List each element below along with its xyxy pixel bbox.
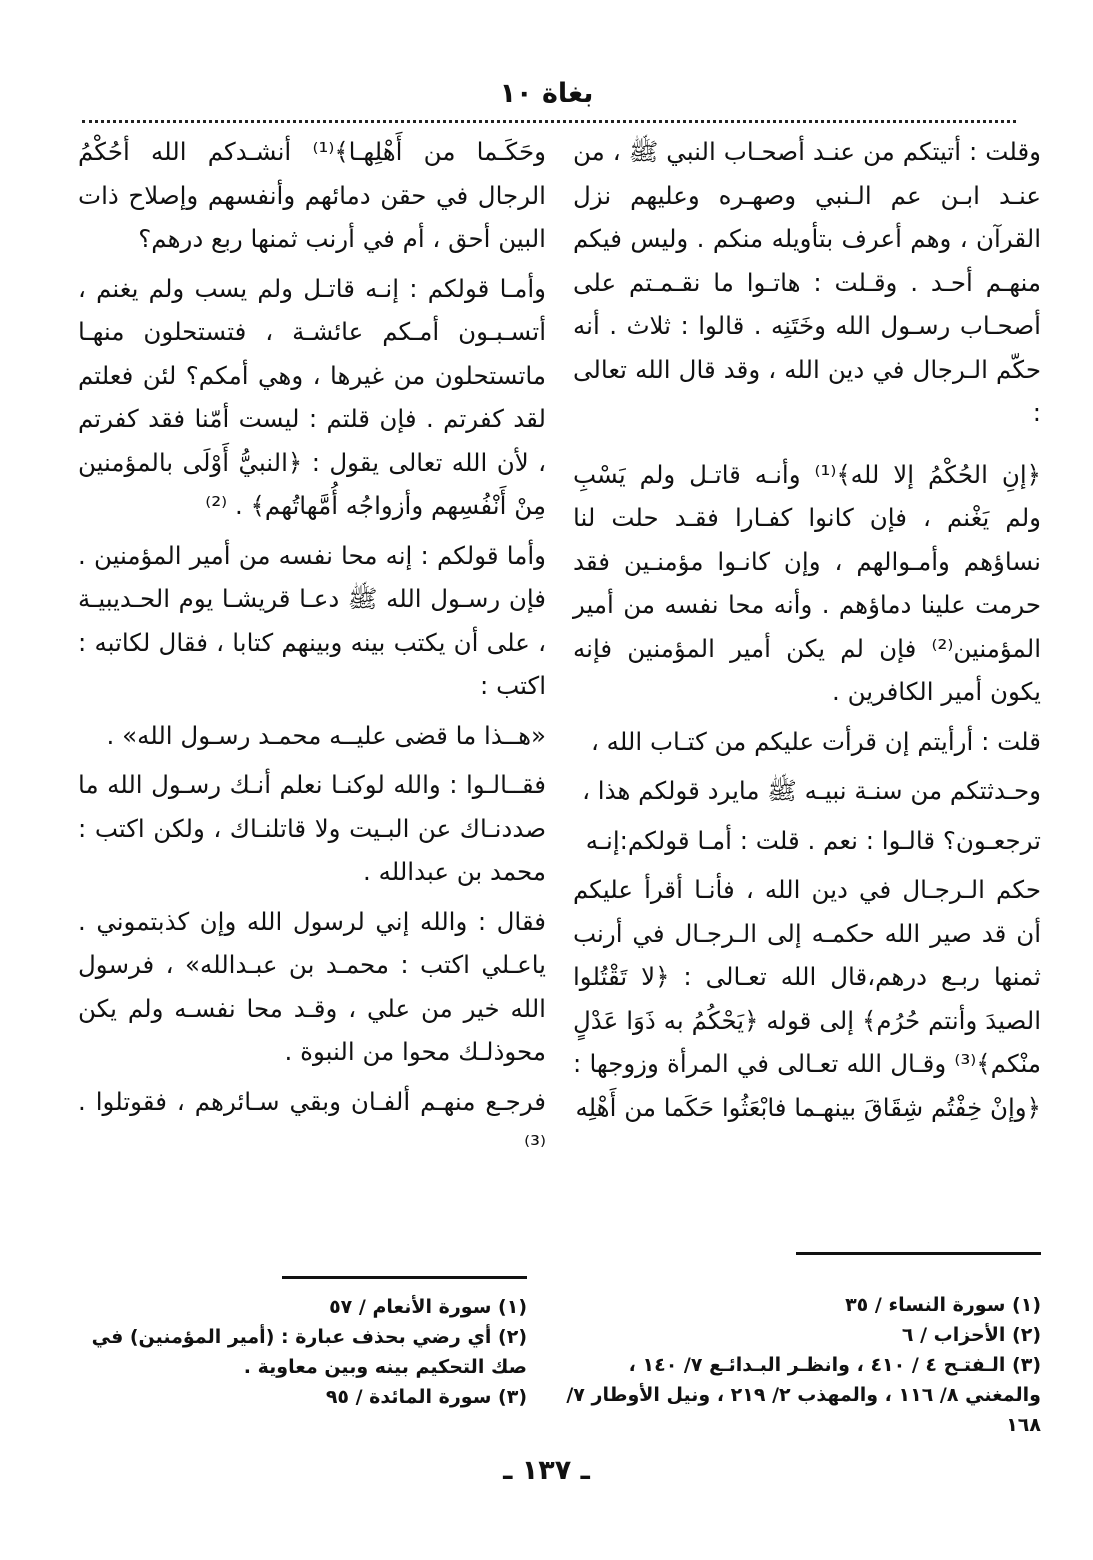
footnote: (٢) الأحزاب / ٦	[901, 1324, 1041, 1346]
running-header: بغاة ١٠	[499, 78, 594, 109]
footnote-rule-left	[282, 1276, 527, 1279]
paragraph: فقــالـوا : والله لوكنـا نعلم أنـك رسـول الله ما صددنـاك عن البـيت ولا قاتلنـاك ، ولكن اكتب : محمد بن عبدالله .	[78, 770, 546, 886]
page-number: ـ ١٣٧ ـ	[503, 1455, 590, 1486]
footnote: (٣) سورة المائدة / ٩٥	[325, 1386, 527, 1408]
paragraph: وأمـا قولكم : إنـه قاتـل ولم يسب ولم يغنم ، أتسـبـون أمـكم عائشـة ، فتستحلون منهـا ماتستحلون من غيرها ، وهي أمكم؟ لئن فعلتم لقد كفرتم . فإن قلتم : ليست أمّنا فقد كفرتم ، لأن الله تعالى يقول : ﴿النبيُّ أَوْلَى بالمؤمنين مِنْ أَنْفُسِهم وأزواجُه أُمَّهاتُهم﴾ . ⁽²⁾	[78, 273, 546, 520]
footnotes-right	[566, 1290, 1041, 1440]
footnote: (١) سورة الأنعام / ٥٧	[329, 1296, 527, 1318]
paragraph: وحَكَـما من أَهْلِهـا﴾⁽¹⁾ أنشـدكم الله أحُكْمُ الرجال في حقن دمائهم وأنفسهم وإصلاح ذات البين أحق ، أم في أرنب ثمنها ربع درهم؟	[78, 137, 546, 253]
header-dotted-rule	[82, 120, 1016, 123]
paragraph: فقال : والله إني لرسول الله وإن كذبتموني . ياعـلي اكتب : محمـد بن عبـدالله» ، فرسول الله خير من علي ، وقـد محا نفسـه ولم يكن محوذلـك محوا من النبوة .	[78, 906, 546, 1066]
right-column	[573, 130, 1041, 1135]
paragraph: ترجعـون؟ قالـوا : نعم . قلت : أمـا قولكم:إنـه	[585, 825, 1041, 855]
paragraph: وأما قولكم : إنه محا نفسه من أمير المؤمنين . فإن رسـول الله ﷺ دعـا قريشـا يوم الحـديبيـة ، على أن يكتب بينه وبينهم كتابا ، فقال لكاتبه : اكتب :	[78, 540, 546, 700]
paragraph: قلت : أرأيتم إن قرأت عليكم من كتـاب الله ،	[590, 726, 1041, 756]
left-column	[78, 130, 546, 1173]
paragraph: حكم الـرجـال في دين الله ، فأنـا أقرأ عليكم أن قد صير الله حكمـه إلى الـرجـال في أرنب ثمنها ربـع درهم،قال الله تعـالى : ﴿لا تَقْتُلوا الصيدَ وأنتم حُرُم﴾ إلى قوله ﴿يَحْكُمُ به ذَوَا عَدْلٍ منْكم﴾⁽³⁾ وقـال الله تعـالى في المرأة وزوجها : ﴿وإنْ خِفْتُم شِقَاقَ بينهـما فابْعَثُوا حَكَما من أَهْلِه	[573, 875, 1041, 1122]
footnote: (٢) أي رضي بحذف عبارة : (أمير المؤمنين) في صك التحكيم بينه وبين معاوية .	[91, 1326, 527, 1378]
paragraph: «هــذا ما قضى عليــه محمـد رسـول الله» .	[106, 720, 546, 750]
paragraph: وحـدثتكم من سنـة نبيـه ﷺ مايرد قولكم هذا ،	[582, 776, 1041, 805]
paragraph: فرجـع منهـم ألفـان وبقي سـائرهم ، فقوتلوا . ⁽³⁾	[78, 1086, 546, 1159]
footnote-rule-right	[796, 1252, 1041, 1255]
paragraph: ﴿إنِ الحُكْمُ إلا لله﴾⁽¹⁾ وأنـه قاتـل ولم يَسْبِ ولم يَغْنم ، فإن كانوا كفـارا فقـد حلت لنا نساؤهم وأمـوالهم ، وإن كانـوا مؤمنـين فقد حرمت علينا دماؤهم . وأنه محا نفسه من أمير المؤمنين⁽²⁾ فإن لم يكن أمير المؤمنين فإنه يكون أمير الكافرين .	[573, 459, 1041, 706]
footnote: (١) سورة النساء / ٣٥	[845, 1294, 1041, 1316]
footnotes-left	[57, 1292, 527, 1412]
paragraph: وقلت : أتيتكم من عنـد أصحـاب النبي ﷺ ، من عنـد ابـن عم الـنبي وصهـره وعليهم نزل القرآن ، وهم أعرف بتأويله منكم . وليس فيكم منهـم أحـد . وقـلت : هاتـوا ما نقـمـتم على أصحـاب رسـول الله وخَتَنِه . قالوا : ثلاث . أنه حكّم الـرجال في دين الله ، وقد قال الله تعالى :	[573, 137, 1041, 427]
footnote: (٣) الـفتـح ٤ / ٤١٠ ، وانظـر البـدائـع ٧/ ١٤٠ ، والمغني ٨/ ١١٦ ، والمهذب ٢/ ٢١٩ ، ونيل الأوطار ٧/ ١٦٨	[566, 1354, 1041, 1436]
